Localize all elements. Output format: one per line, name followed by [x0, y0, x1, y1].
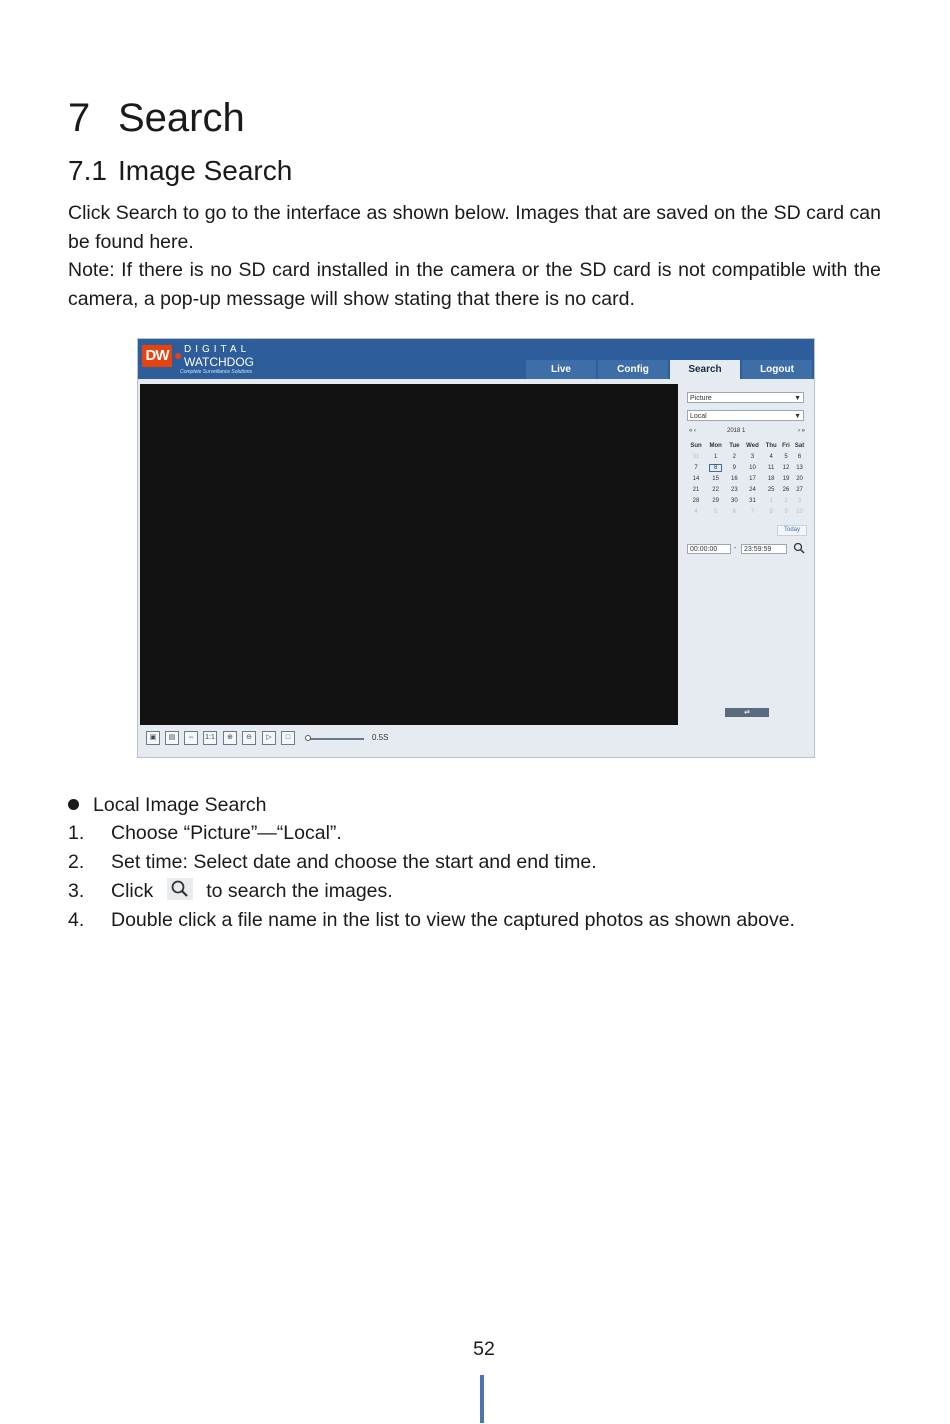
logo-dot: [175, 353, 181, 359]
calendar-day-label: 19: [782, 475, 790, 482]
section-title: Image Search: [118, 155, 293, 186]
calendar-day[interactable]: [726, 473, 742, 484]
calendar-day-label: 24: [749, 486, 756, 493]
calendar-day[interactable]: [780, 495, 792, 506]
calendar-day-label: 16: [731, 475, 738, 482]
calendar-day[interactable]: [792, 462, 807, 473]
step-text: Set time: Select date and choose the start and end time.: [111, 851, 597, 873]
chapter-heading: [68, 96, 245, 141]
calendar-day[interactable]: [780, 473, 792, 484]
calendar-day-label: 21: [692, 486, 700, 493]
calendar-weekday: Tue: [729, 443, 740, 449]
calendar-day[interactable]: [762, 506, 779, 517]
calendar-day-label: 28: [692, 497, 700, 504]
calendar-day-label: 27: [796, 486, 803, 493]
calendar-week: [687, 484, 807, 495]
chapter-title: Search: [118, 96, 245, 140]
calendar-day[interactable]: [742, 462, 762, 473]
calendar-day-label: 13: [796, 464, 803, 471]
calendar-nav: [687, 428, 807, 438]
calendar-day[interactable]: [780, 462, 792, 473]
main-tabs: [526, 360, 814, 380]
calendar-day[interactable]: [726, 462, 742, 473]
logo-mark: DW: [142, 345, 172, 367]
calendar-day[interactable]: [726, 451, 742, 462]
speed-slider[interactable]: [306, 738, 364, 740]
calendar-day[interactable]: [726, 506, 742, 517]
calendar-day-label: 7: [750, 508, 755, 515]
bullet-heading: [68, 791, 266, 819]
tab-live[interactable]: Live: [526, 360, 596, 379]
calendar-day-label: 10: [796, 508, 803, 515]
calendar-day[interactable]: [705, 495, 726, 506]
calendar-day[interactable]: [742, 495, 762, 506]
playback-toolbar: [140, 729, 814, 749]
list-item: [68, 877, 795, 906]
source-select[interactable]: [687, 410, 804, 421]
type-select[interactable]: [687, 392, 804, 403]
calendar-day[interactable]: [742, 473, 762, 484]
calendar-day[interactable]: [687, 462, 705, 473]
calendar-day-label: 7: [694, 464, 698, 471]
calendar-day[interactable]: [780, 484, 792, 495]
calendar-day[interactable]: [687, 484, 705, 495]
image-view-area[interactable]: [140, 384, 678, 725]
calendar-day-label: 15: [712, 475, 719, 482]
calendar-day[interactable]: [687, 506, 705, 517]
step-number: 3.: [68, 880, 85, 902]
calendar-month-label: 2018 1: [727, 428, 746, 434]
chapter-number: 7: [68, 96, 91, 140]
calendar-week: [687, 451, 807, 462]
calendar-day[interactable]: [780, 506, 792, 517]
today-button[interactable]: Today: [777, 525, 807, 536]
list-item: [68, 906, 795, 935]
calendar-week: [687, 506, 807, 517]
end-time-input[interactable]: 23:59:59: [741, 544, 787, 554]
step-text: Double click a file name in the list to view the captured photos as shown above.: [111, 909, 795, 931]
calendar-day-label: 8: [769, 508, 773, 515]
calendar-day-label: 18: [767, 475, 775, 482]
calendar-day-label: 3: [750, 453, 755, 460]
calendar-day[interactable]: [742, 451, 762, 462]
calendar-day-label: 4: [769, 453, 773, 460]
calendar-day[interactable]: [742, 506, 762, 517]
calendar-day-label: 5: [713, 508, 718, 515]
speed-label: 0.5S: [372, 733, 389, 742]
calendar-day-label: 4: [694, 508, 698, 515]
calendar-day-label: 9: [784, 508, 788, 515]
calendar-day-label: 22: [712, 486, 719, 493]
list-item: [68, 819, 795, 848]
calendar-day[interactable]: [762, 495, 779, 506]
original-size-icon[interactable]: 1:1: [203, 731, 217, 745]
calendar-day[interactable]: [762, 462, 779, 473]
logo-line1: DIGITAL: [184, 344, 251, 355]
calendar-day[interactable]: [687, 473, 705, 484]
logo-tagline: Complete Surveillance Solutions: [180, 369, 252, 375]
type-select-value: Picture: [690, 395, 712, 402]
chevron-down-icon: ▼: [794, 413, 801, 420]
calendar-weekday: Fri: [782, 443, 790, 449]
calendar-day[interactable]: [726, 484, 742, 495]
calendar-day[interactable]: [762, 484, 779, 495]
tab-search[interactable]: Search: [670, 360, 740, 379]
tab-logout[interactable]: Logout: [742, 360, 812, 379]
calendar-week: [687, 473, 807, 484]
snapshot-icon[interactable]: ▣: [146, 731, 160, 745]
calendar-day[interactable]: [705, 451, 726, 462]
calendar-day[interactable]: [726, 495, 742, 506]
step-number: 4.: [68, 909, 85, 931]
calendar-day[interactable]: [742, 484, 762, 495]
step-text-before: Click: [111, 880, 154, 902]
calendar-day-label: 29: [712, 497, 719, 504]
calendar: [687, 441, 807, 517]
calendar-day[interactable]: [792, 495, 807, 506]
calendar-day-label: 2: [784, 497, 788, 504]
calendar-day-label: 1: [713, 453, 718, 460]
step-number: 2.: [68, 851, 85, 873]
calendar-day-label: 26: [782, 486, 790, 493]
calendar-day-label: 23: [731, 486, 738, 493]
zoom-out-icon[interactable]: ⊖: [242, 731, 256, 745]
calendar-day[interactable]: [705, 506, 726, 517]
calendar-day-label: 3: [797, 497, 802, 504]
bullet-dot-icon: [68, 799, 79, 810]
calendar-day-label: 25: [767, 486, 775, 493]
calendar-day-label: 12: [782, 464, 790, 471]
play-icon[interactable]: ▷: [262, 731, 276, 745]
bullet-text: Local Image Search: [93, 794, 267, 816]
step-text-after: to search the images.: [206, 880, 393, 902]
next-month-button[interactable]: › »: [797, 428, 805, 434]
calendar-day[interactable]: [792, 484, 807, 495]
step-number: 1.: [68, 822, 85, 844]
calendar-day[interactable]: [687, 495, 705, 506]
calendar-day-label: 6: [732, 508, 737, 515]
page-marker-bar: [480, 1375, 484, 1423]
calendar-day[interactable]: [687, 451, 705, 462]
intro-paragraph: Click Search to go to the interface as shown below. Images that are saved on the SD card can be found here.: [68, 202, 881, 253]
search-icon: [167, 878, 193, 900]
calendar-weekday: Wed: [746, 443, 759, 449]
step-text: Choose “Picture”—“Local”.: [111, 822, 342, 844]
stop-icon[interactable]: □: [281, 731, 295, 745]
tab-config[interactable]: Config: [598, 360, 668, 379]
copy-icon[interactable]: ▤: [165, 731, 179, 745]
calendar-weekday: Thu: [765, 443, 777, 449]
page-number: 52: [473, 1338, 495, 1360]
note-paragraph: Note: If there is no SD card installed in the camera or the SD card is not compatible with the camera, a pop-up message will show stating that there is no card.: [68, 259, 881, 310]
start-time-input[interactable]: 00:00:00: [687, 544, 731, 554]
section-number: 7.1: [68, 155, 107, 186]
prev-month-button[interactable]: « ‹: [689, 428, 697, 434]
search-interface-screenshot: [137, 338, 815, 758]
calendar-week: [687, 495, 807, 506]
calendar-day-label: 20: [796, 475, 803, 482]
calendar-day[interactable]: [705, 462, 726, 473]
time-separator: -: [734, 545, 737, 552]
calendar-week: [687, 462, 807, 473]
calendar-day-label: 11: [768, 464, 775, 471]
list-item: [68, 848, 795, 877]
source-select-value: Local: [690, 413, 707, 420]
calendar-day[interactable]: [762, 473, 779, 484]
search-icon[interactable]: [793, 542, 805, 554]
calendar-weekday: Sat: [794, 443, 805, 449]
slider-handle[interactable]: [305, 735, 311, 741]
calendar-day[interactable]: [705, 484, 726, 495]
calendar-day[interactable]: [792, 506, 807, 517]
calendar-day-label: 2: [732, 453, 737, 460]
calendar-day-label: 30: [731, 497, 738, 504]
calendar-day-label: 17: [749, 475, 756, 482]
calendar-day-label: 31: [692, 453, 700, 460]
steps-list: [68, 819, 795, 935]
section-heading: [68, 155, 292, 187]
calendar-day-label: 6: [797, 453, 802, 460]
calendar-day[interactable]: [762, 451, 779, 462]
calendar-day[interactable]: [705, 473, 726, 484]
calendar-day[interactable]: [792, 451, 807, 462]
calendar-weekday: Mon: [709, 443, 722, 449]
app-header: [138, 339, 814, 379]
calendar-day-label: 5: [784, 453, 788, 460]
calendar-day[interactable]: [792, 473, 807, 484]
fit-icon[interactable]: ⇔: [184, 731, 198, 745]
calendar-day-label: 8: [709, 464, 722, 472]
zoom-in-icon[interactable]: ⊕: [223, 731, 237, 745]
panel-toggle-button[interactable]: ⇌: [725, 708, 769, 717]
calendar-day-label: 10: [749, 464, 756, 471]
calendar-day-label: 14: [692, 475, 700, 482]
calendar-day[interactable]: [780, 451, 792, 462]
calendar-weekday: Sun: [690, 443, 702, 449]
calendar-day-label: 1: [769, 497, 773, 504]
calendar-day-label: 31: [749, 497, 756, 504]
search-panel: [683, 384, 811, 754]
logo-line2: WATCHDOG: [184, 355, 254, 369]
calendar-day-label: 9: [732, 464, 737, 471]
chevron-down-icon: ▼: [794, 395, 801, 402]
